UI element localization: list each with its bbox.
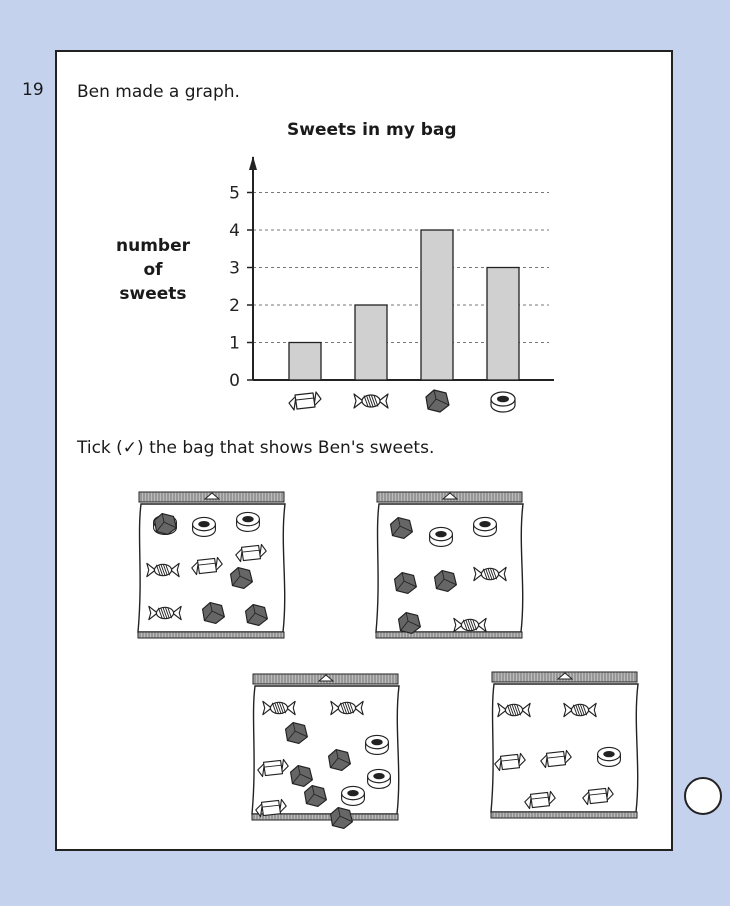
bar-mint-ring xyxy=(487,268,519,381)
bag-option-d[interactable] xyxy=(490,666,640,828)
bag-option-c[interactable] xyxy=(251,668,401,830)
mint-sweet-icon xyxy=(193,517,216,536)
question-card xyxy=(55,50,673,851)
question-instruction: Tick (✓) the bag that shows Ben's sweets. xyxy=(77,438,435,458)
mint-sweet-icon xyxy=(368,769,391,788)
y-axis-label-line: number xyxy=(115,236,190,256)
twist-sweet-icon xyxy=(354,394,388,408)
bag-bottom-seal xyxy=(491,812,637,818)
question-intro: Ben made a graph. xyxy=(77,82,240,102)
y-tick-label: 0 xyxy=(229,371,240,391)
dark-sweet-icon xyxy=(426,390,449,412)
mint-sweet-icon xyxy=(491,392,515,412)
y-tick-label: 1 xyxy=(229,333,240,354)
bag-option-b[interactable] xyxy=(375,486,525,648)
y-axis-label-line: of xyxy=(143,260,163,280)
bar-dark-chocolate xyxy=(421,230,453,380)
bar-chart xyxy=(57,52,675,432)
bar-twist-sweet xyxy=(355,305,387,380)
question-number: 19 xyxy=(22,80,44,100)
mint-sweet-icon xyxy=(474,517,497,536)
y-tick-label: 4 xyxy=(229,221,240,241)
bag-bottom-seal xyxy=(376,632,522,638)
y-axis-arrow xyxy=(249,156,257,170)
bar-wrapped-candy xyxy=(289,343,321,381)
mint-sweet-icon xyxy=(430,527,453,546)
mint-sweet-icon xyxy=(598,747,621,766)
chart-title: Sweets in my bag xyxy=(287,120,457,140)
mint-sweet-icon xyxy=(237,512,260,531)
y-tick-label: 5 xyxy=(229,183,240,204)
bag-bottom-seal xyxy=(138,632,284,638)
wrapped-sweet-icon xyxy=(289,392,321,410)
y-tick-label: 3 xyxy=(229,258,240,279)
bag-option-a[interactable] xyxy=(137,486,287,648)
y-axis-label-line: sweets xyxy=(119,284,187,304)
y-tick-label: 2 xyxy=(229,296,240,316)
mint-sweet-icon xyxy=(366,735,389,754)
mint-sweet-icon xyxy=(342,786,365,805)
answer-mark-circle[interactable] xyxy=(684,777,722,815)
dark-sweet-icon xyxy=(331,808,353,829)
